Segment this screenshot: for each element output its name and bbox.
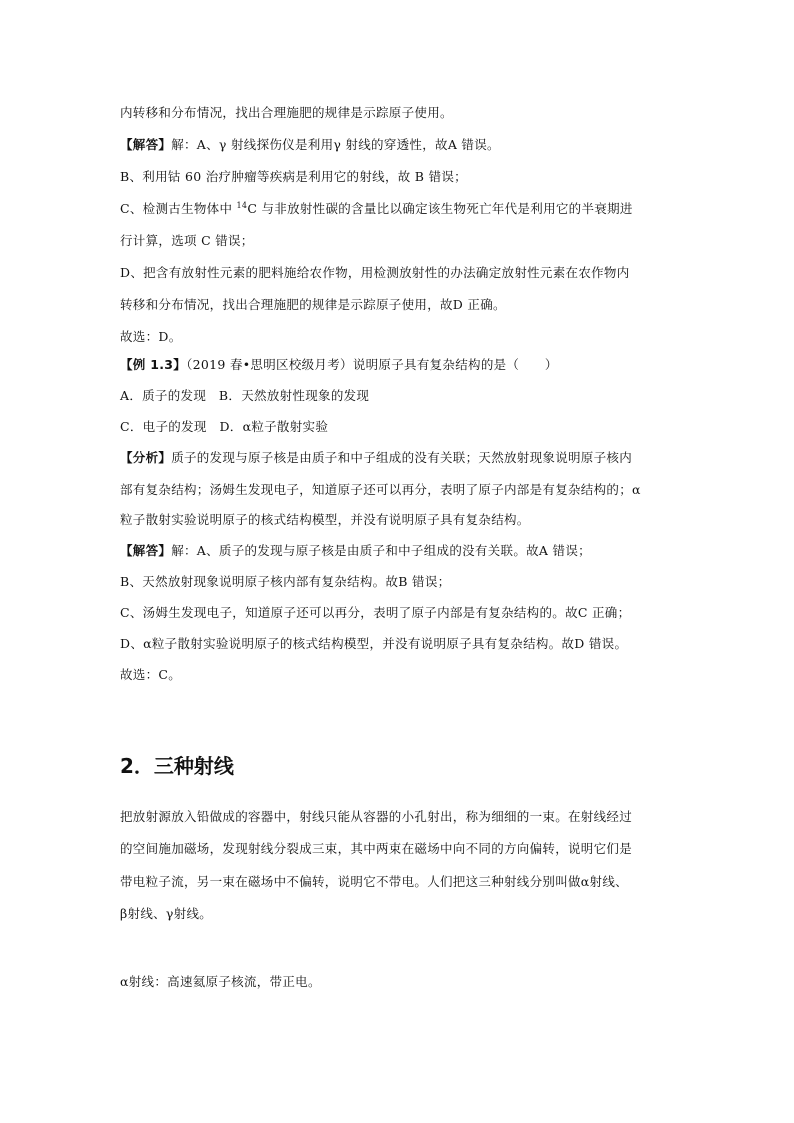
- text-line: 【解答】解：A、质子的发现与原子核是由质子和中子组成的没有关联。故A 错误；: [120, 543, 591, 558]
- text-line: 部有复杂结构；汤姆生发现电子，知道原子还可以再分，表明了原子内部是有复杂结构的；α: [120, 482, 641, 497]
- isotope-superscript: 14: [236, 201, 248, 210]
- text-line: D、把含有放射性元素的肥料施给农作物，用检测放射性的办法确定放射性元素在农作物内: [120, 265, 630, 280]
- text-line: 【解答】解：A、γ 射线探伤仪是利用γ 射线的穿透性，故A 错误。: [120, 137, 500, 152]
- text-line: B、利用钴 60 治疗肿瘤等疾病是利用它的射线，故 B 错误；: [120, 169, 467, 184]
- text-line: 带电粒子流，另一束在磁场中不偏转，说明它不带电。人们把这三种射线分别叫做α射线、: [120, 874, 628, 889]
- answer-label: 【解答】: [120, 543, 172, 558]
- text-line: B、天然放射现象说明原子核内部有复杂结构。故B 错误；: [120, 574, 451, 589]
- section-heading: 2．三种射线: [120, 754, 234, 778]
- text-line: 内转移和分布情况，找出合理施肥的规律是示踪原子使用。: [120, 105, 453, 120]
- text-line: D、α粒子散射实验说明原子的核式结构模型，并没有说明原子具有复杂结构。故D 错误。: [120, 636, 628, 651]
- option-line: C．电子的发现 D．α粒子散射实验: [120, 419, 329, 434]
- text-line: 粒子散射实验说明原子的核式结构模型，并没有说明原子具有复杂结构。: [120, 512, 530, 527]
- text-line: 故选：D。: [120, 329, 182, 344]
- text-line: 行计算，选项 C 错误；: [120, 233, 254, 248]
- text-line: 转移和分布情况，找出合理施肥的规律是示踪原子使用，故D 正确。: [120, 297, 506, 312]
- analysis-label: 【分析】: [120, 450, 172, 465]
- text-line: 的空间施加磁场，发现射线分裂成三束，其中两束在磁场中向不同的方向偏转，说明它们是: [120, 841, 633, 856]
- text-line: 故选：C。: [120, 667, 182, 682]
- text-line: C、检测古生物体中 $^{14}$C 与非放射性碳的含量比以确定该生物死亡年代是利用它的半衰期进: [120, 201, 633, 216]
- text-line: 把放射源放入铅做成的容器中，射线只能从容器的小孔射出，称为细细的一束。在射线经过: [120, 809, 633, 824]
- text-line: 【例 1.3】（2019 春•思明区校级月考）说明原子具有复杂结构的是（ ）: [120, 357, 558, 372]
- text-line: β射线、γ射线。: [120, 906, 213, 921]
- answer-label: 【解答】: [120, 137, 172, 152]
- text-line: α射线：高速氦原子核流，带正电。: [120, 974, 321, 989]
- example-label: 【例 1.3】: [120, 357, 187, 372]
- text-line: C、汤姆生发现电子，知道原子还可以再分，表明了原子内部是有复杂结构的。故C 正确；: [120, 605, 631, 620]
- option-line: A．质子的发现 B．天然放射性现象的发现: [120, 388, 370, 403]
- text-line: 【分析】质子的发现与原子核是由质子和中子组成的没有关联；天然放射现象说明原子核内: [120, 450, 633, 465]
